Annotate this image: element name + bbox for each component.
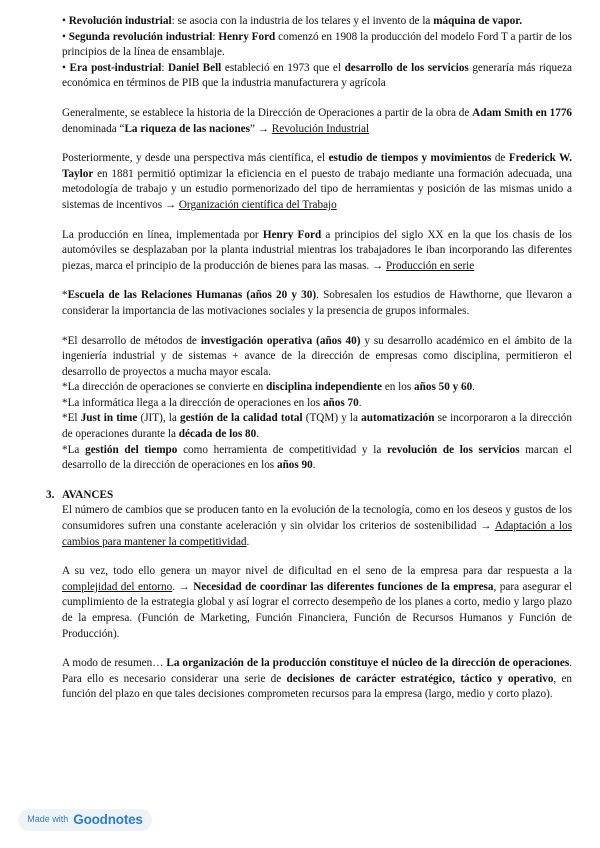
paragraph-gestion-del-tiempo: *La gestión del tiempo como herramienta de competitividad y la revolución de los servicios marcan el desarrollo de la dirección de operaciones en los años 90. xyxy=(62,443,572,472)
paragraph-adam-smith: Generalmente, se establece la historia de la Dirección de Operaciones a partir de la obra de Adam Smith en 1776 denominada “La riqueza de las naciones” → Revolución Industrial xyxy=(62,106,573,135)
paragraph-jit-tqm: *El Just in time (JIT), la gestión de la calidad total (TQM) y la automatización se incorporaron a la dirección de operaciones durante la década de los 80. xyxy=(62,412,572,441)
paragraph-investigacion-operativa: *El desarrollo de métodos de investigación operativa (años 40) y su desarrollo académico en el ámbito de la ingeniería industrial y de sistemas + avance de la dirección de empresas como disciplina, permitieron el desarrollo de proyectos a mucha mayor escala. xyxy=(62,334,572,378)
document-page xyxy=(46,14,573,703)
paragraph-complejidad: A su vez, todo ello genera un mayor nivel de dificultad en el seno de la empresa para dar respuesta a la complejidad del entorno. → Necesidad de coordinar las diferentes funciones de la empresa, para asegurar el cumplimiento de la estrategia global y así lograr el correcto desempeño de los planes a corto, medio y largo plazo de la empresa. (Función de Marketing, Función Financiera, Función de Recursos Humanos y Función de Producción). xyxy=(62,565,573,640)
bullet-era-post-industrial: • Era post-industrial: Daniel Bell estableció en 1973 que el desarrollo de los servicios generaría más riqueza económica en términos de PIB que la industria manufacturera y agrícola xyxy=(62,61,572,90)
paragraph-resumen: A modo de resumen… La organización de la producción constituye el núcleo de la dirección de operaciones. Para ello es necesario considerar una serie de decisiones de carácter estratégico, táctico y operativo, en función del plazo en que tales decisiones comprometen recursos para la empresa (largo, medio y corto plazo). xyxy=(62,657,573,701)
paragraph-taylor: Posteriormente, y desde una perspectiva más científica, el estudio de tiempos y movimientos de Frederick W. Taylor en 1881 permitió optimizar la eficiencia en el puesto de trabajo mediante una formación adecuada, una metodología de trabajo y un estudio pormenorizado del tipo de herramientas y posición de las mismas unido a sistemas de incentivos → Organización científica del Trabajo xyxy=(62,152,572,211)
paragraph-cambios: El número de cambios que se producen tanto en la evolución de la tecnología, como en los deseos y gustos de los consumidores sufren una constante aceleración y sin olvidar los criterios de sostenibilidad → Adaptación a los cambios para mantener la competitividad. xyxy=(62,504,572,548)
bullet-revolucion-industrial: • Revolución industrial: se asocia con la industria de los telares y el invento de la máquina de vapor. xyxy=(62,15,523,27)
section-heading-avances: 3. AVANCES xyxy=(46,488,114,501)
paragraph-produccion-en-linea: La producción en línea, implementada por Henry Ford a principios del siglo XX en la que los chasis de los automóviles se desplazaban por la planta industrial mientras los trabajadores le iban incorporando las diferentes piezas, marca el principio de la producción de bienes para las masas. → Producción en serie xyxy=(62,228,572,272)
bullet-segunda-revolucion: • Segunda revolución industrial: Henry Ford comenzó en 1908 la producción del modelo Ford T a partir de los principios de la línea de ensamblaje. xyxy=(62,30,572,59)
badge-made-with: Made with xyxy=(27,814,69,825)
paragraph-disciplina-independiente: *La dirección de operaciones se convierte en disciplina independiente en los años 50 y 60. xyxy=(62,381,475,394)
badge-brand: Goodnotes xyxy=(73,812,143,828)
paragraph-informatica: *La informática llega a la dirección de operaciones en los años 70. xyxy=(62,396,362,409)
paragraph-relaciones-humanas: *Escuela de las Relaciones Humanas (años 20 y 30). Sobresalen los estudios de Hawthorne, que llevaron a considerar la importancia de las motivaciones sociales y la presencia de grupos informales. xyxy=(62,289,572,317)
goodnotes-badge[interactable] xyxy=(18,809,152,831)
